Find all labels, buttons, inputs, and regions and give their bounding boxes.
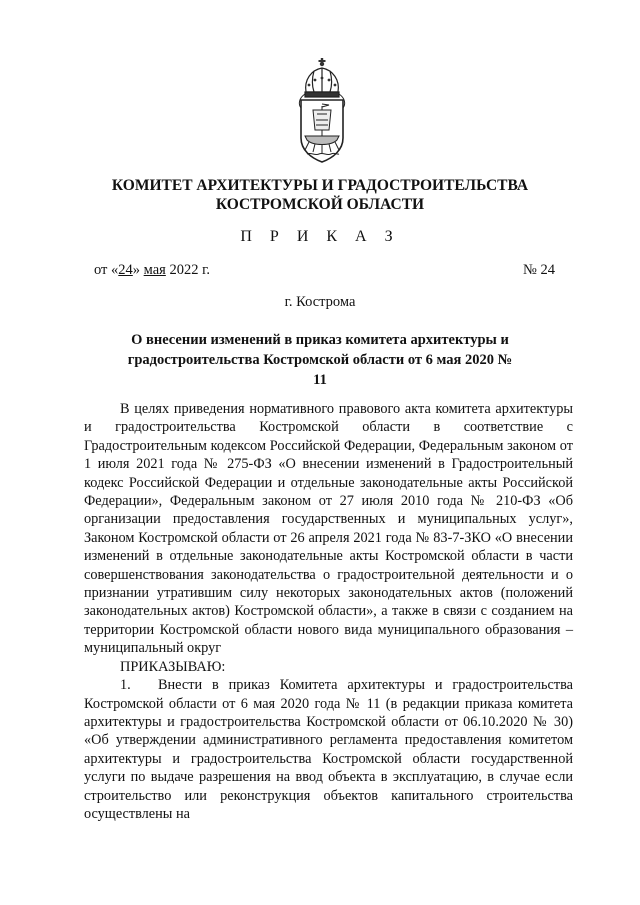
kostroma-coat-of-arms-icon xyxy=(295,58,349,166)
document-body xyxy=(84,400,573,823)
document-date xyxy=(94,262,210,279)
subject-line2: градостроительства Костромской области от 6 мая 2020 № 11 xyxy=(127,352,513,388)
organization-name-line2: КОСТРОМСКОЙ ОБЛАСТИ xyxy=(215,196,425,213)
preamble-paragraph: В целях приведения нормативного правового акта комитета архитектуры и градостроительства Костромской области в соответствие с Градостроительным кодексом Российской Федерации, Федеральным законом от 1 июля 2021 года № 275-ФЗ «О внесении изменений в Градостроительный кодекс Российской Федерации и отдельные законодательные акты Российской Федерации», Федеральным законом от 27 июля 2010 года № 210-ФЗ «Об организации предоставления государственных и муниципальных услуг», Законом Костромской области от 26 апреля 2021 года № 83-7-ЗКО «О внесении изменений в отдельные законодательные акты Костромской области в части совершенствования законодательства о градостроительной деятельности и о признании утратившим силу некоторых законодательных актов (положений законодательных актов) Костромской области», а также в связи с созданием на территории Костромской области нового вида муниципального образования – муниципальный округ xyxy=(84,401,573,657)
item-1-paragraph xyxy=(84,676,573,823)
subject-line1: О внесении изменений в приказ комитета архитектуры и xyxy=(131,332,509,348)
item-1-text: Внести в приказ Комитета архитектуры и градостроительства Костромской области от 6 мая 2020 года № 11 (в редакции приказа комитета архитектуры и градостроительства Костромской области от 06.10.2020 № 30) «Об утверждении административного регламента предоставления комитетом архитектуры и градостроительства Костромской области государственной услуги по выдаче разрешения на ввод объекта в эксплуатацию, в случае если строительство или реконструкция объектов капитального строительства осуществлены на xyxy=(84,677,573,822)
document-number: № 24 xyxy=(523,262,555,278)
date-month: мая xyxy=(143,262,166,278)
date-day: 24 xyxy=(118,262,133,278)
document-subject xyxy=(120,330,520,390)
date-suffix: 2022 г. xyxy=(165,262,211,278)
date-prefix: от « xyxy=(94,262,119,278)
item-1-number: 1. xyxy=(120,677,131,694)
document-type-title: П Р И К А З xyxy=(240,228,400,245)
date-mid: » xyxy=(132,262,144,278)
command-word: ПРИКАЗЫВАЮ: xyxy=(120,658,226,675)
document-city: г. Кострома xyxy=(284,294,356,310)
organization-name-line1: КОМИТЕТ АРХИТЕКТУРЫ И ГРАДОСТРОИТЕЛЬСТВА xyxy=(111,177,529,194)
